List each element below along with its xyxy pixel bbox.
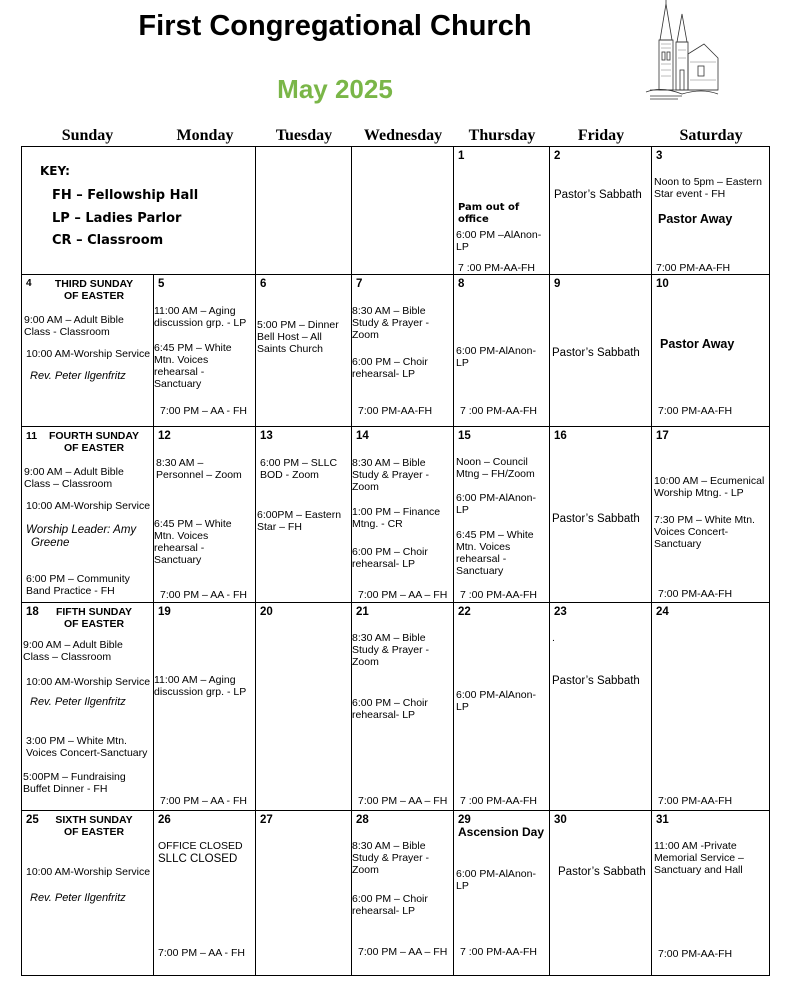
event: 7:00 PM – AA – FH: [358, 795, 448, 807]
day-cell: [22, 427, 154, 603]
day-cell: [352, 603, 454, 811]
event: 10:00 AM – Ecumenical Worship Mtng. - LP: [654, 475, 765, 499]
day-cell: [652, 427, 770, 603]
pastor: Rev. Peter Ilgenfritz: [30, 696, 126, 708]
dow-thursday: Thursday: [468, 127, 536, 144]
day-cell: [256, 811, 352, 975]
day-number: 13: [260, 430, 273, 442]
event: 7:00 PM-AA-FH: [658, 948, 733, 960]
day-cell: [154, 603, 256, 811]
event: 8:30 AM – Bible Study & Prayer - Zoom: [352, 457, 430, 493]
day-cell: [22, 603, 154, 811]
event: 7 :00 PM-AA-FH: [460, 795, 538, 807]
day-number: 29: [458, 814, 471, 826]
day-number: 23: [554, 606, 567, 618]
event: 6:00 PM –AlAnon- LP: [456, 229, 542, 253]
day-number: 6: [260, 278, 267, 290]
day-number: 11: [26, 430, 38, 442]
event: 7:00 PM-AA-FH: [658, 795, 733, 807]
day-number: 12: [158, 430, 171, 442]
key-cell: [22, 147, 256, 275]
event: 5:00PM – Fundraising Buffet Dinner - FH: [23, 771, 126, 795]
stray-mark: .: [552, 632, 555, 644]
key-item: FH – Fellowship Hall: [52, 188, 199, 203]
event: Pastor’s Sabbath: [552, 675, 640, 687]
day-number: 28: [356, 814, 369, 826]
day-cell: [454, 147, 550, 275]
event: 11:00 AM -Private Memorial Service – Sanctuary and Hall: [654, 840, 744, 876]
day-cell: [652, 603, 770, 811]
dow-tuesday: Tuesday: [275, 127, 333, 144]
day-cell: [454, 427, 550, 603]
event: 7 :00 PM-AA-FH: [458, 262, 536, 274]
event: 1:00 PM – Finance Mtng. - CR: [352, 506, 441, 530]
day-cell: [256, 603, 352, 811]
day-number: 8: [458, 278, 465, 290]
day-cell: [454, 603, 550, 811]
day-number: 15: [458, 430, 471, 442]
calendar-grid: [21, 146, 770, 976]
day-number: 4: [26, 278, 32, 289]
day-cell: [352, 275, 454, 427]
dow-sunday: Sunday: [61, 127, 114, 144]
day-cell: [352, 427, 454, 603]
event: 11:00 AM – Aging discussion grp. - LP: [154, 674, 247, 698]
day-cell-empty: [352, 147, 454, 275]
key-heading: KEY:: [40, 164, 70, 178]
day-cell: [652, 147, 770, 275]
event: 6:00 PM – Choir rehearsal- LP: [352, 546, 428, 570]
key-item: LP – Ladies Parlor: [52, 211, 182, 226]
event: 9:00 AM – Adult Bible Class – Classroom: [23, 639, 123, 663]
day-cell: [454, 275, 550, 427]
day-cell: [550, 275, 652, 427]
event: SLLC CLOSED: [158, 853, 238, 865]
event: 7:00 PM – AA - FH: [160, 795, 247, 807]
day-cell: [256, 275, 352, 427]
event: 7:00 PM-AA-FH: [358, 405, 433, 417]
day-number: 24: [656, 606, 669, 618]
event: 7 :00 PM-AA-FH: [460, 946, 538, 958]
day-cell: [550, 147, 652, 275]
day-cell: [454, 811, 550, 975]
day-cell-empty: [256, 147, 352, 275]
event: 7:00 PM – AA - FH: [160, 405, 247, 417]
sunday-heading: THIRD SUNDAY OF EASTER: [54, 278, 134, 302]
event: 6:00 PM-AlAnon- LP: [456, 492, 536, 516]
event: 10:00 AM-Worship Service: [26, 676, 151, 688]
event: 8:30 AM – Bible Study & Prayer - Zoom: [352, 632, 430, 668]
day-cell: [652, 275, 770, 427]
event: 11:00 AM – Aging discussion grp. - LP: [154, 305, 247, 329]
event: 6:00 PM – Community Band Practice - FH: [26, 573, 130, 597]
day-number: 5: [158, 278, 165, 290]
pastor: Rev. Peter Ilgenfritz: [30, 370, 126, 382]
day-number: 2: [554, 150, 561, 162]
day-cell: [22, 811, 154, 975]
event: 8:30 AM – Bible Study & Prayer - Zoom: [352, 305, 430, 341]
dow-friday: Friday: [577, 127, 625, 144]
event: 3:00 PM – White Mtn. Voices Concert-Sanctuary: [26, 735, 148, 759]
event: 10:00 AM-Worship Service: [26, 348, 151, 360]
event: Noon to 5pm – Eastern Star event - FH: [654, 176, 762, 200]
event: 8:30 AM – Bible Study & Prayer - Zoom: [352, 840, 430, 876]
event: Noon – Council Mtng – FH/Zoom: [456, 456, 535, 480]
event: 10:00 AM-Worship Service: [26, 500, 151, 512]
key-item: CR – Classroom: [52, 233, 164, 248]
event: 6:00 PM-AlAnon- LP: [456, 345, 536, 369]
event: 6:45 PM – White Mtn. Voices rehearsal - Sanctuary: [154, 518, 232, 566]
church-drawing-icon: [642, 0, 720, 102]
day-number: 3: [656, 150, 663, 162]
day-number: 27: [260, 814, 273, 826]
day-number: 10: [656, 278, 669, 290]
day-number: 17: [656, 430, 669, 442]
dow-wednesday: Wednesday: [363, 127, 443, 144]
event: 7:00 PM-AA-FH: [656, 262, 731, 274]
day-cell: [256, 427, 352, 603]
day-cell: [154, 427, 256, 603]
dow-saturday: Saturday: [679, 127, 743, 144]
event: 7:00 PM – AA - FH: [160, 589, 247, 601]
event: 8:30 AM – Personnel – Zoom: [156, 457, 242, 481]
event: 6:00 PM – SLLC BOD - Zoom: [260, 457, 338, 481]
event: 6:00 PM-AlAnon- LP: [456, 868, 536, 892]
event: 9:00 AM – Adult Bible Class – Classroom: [24, 466, 124, 490]
page-title: First Congregational Church: [138, 10, 532, 42]
day-number: 7: [356, 278, 363, 290]
day-cell: [652, 811, 770, 975]
day-number: 22: [458, 606, 471, 618]
event: 6:45 PM – White Mtn. Voices rehearsal - Sanctuary: [456, 529, 534, 577]
event: Pastor’s Sabbath: [552, 513, 640, 525]
event: 7:00 PM – AA - FH: [158, 947, 245, 959]
sunday-heading: SIXTH SUNDAY OF EASTER: [55, 814, 133, 838]
event: 7:00 PM – AA – FH: [358, 946, 448, 958]
event: Pastor’s Sabbath: [552, 347, 640, 359]
month-title: May 2025: [277, 74, 393, 104]
day-number: 30: [554, 814, 567, 826]
day-number: 26: [158, 814, 171, 826]
day-number: 20: [260, 606, 273, 618]
day-cell: [154, 275, 256, 427]
event: Ascension Day: [458, 825, 545, 839]
event: 6:00 PM – Choir rehearsal- LP: [352, 697, 428, 721]
event: Pastor Away: [660, 337, 735, 351]
day-number: 18: [26, 606, 39, 618]
day-number: 31: [656, 814, 669, 826]
day-number: 21: [356, 606, 369, 618]
event: 6:00 PM-AlAnon- LP: [456, 689, 536, 713]
event: 10:00 AM-Worship Service: [26, 866, 151, 878]
event: 7:00 PM-AA-FH: [658, 588, 733, 600]
day-cell: [352, 811, 454, 975]
sunday-heading: FOURTH SUNDAY OF EASTER: [48, 430, 140, 454]
day-number: 19: [158, 606, 171, 618]
worship-leader: Worship Leader: Amy Greene: [26, 524, 137, 549]
event: 7:00 PM – AA – FH: [358, 589, 448, 601]
event: 6:00 PM – Choir rehearsal- LP: [352, 893, 428, 917]
event: 6:00PM – Eastern Star – FH: [257, 509, 342, 533]
event: OFFICE CLOSED: [158, 840, 243, 852]
event: 7 :00 PM-AA-FH: [460, 405, 538, 417]
day-cell: [154, 811, 256, 975]
event: Pastor’s Sabbath: [554, 189, 642, 201]
event: 6:45 PM – White Mtn. Voices rehearsal - Sanctuary: [154, 342, 232, 390]
day-cell: [22, 275, 154, 427]
day-number: 16: [554, 430, 567, 442]
event: 9:00 AM – Adult Bible Class - Classroom: [24, 314, 124, 338]
event: 7 :00 PM-AA-FH: [460, 589, 538, 601]
day-number: 25: [26, 814, 39, 826]
day-number: 14: [356, 430, 369, 442]
event: 7:30 PM – White Mtn. Voices Concert- Sanctuary: [654, 514, 755, 550]
event: 6:00 PM – Choir rehearsal- LP: [352, 356, 428, 380]
day-cell: [550, 603, 652, 811]
event: Pastor’s Sabbath: [558, 866, 646, 878]
day-cell: [550, 811, 652, 975]
event: Pam out of office: [458, 202, 520, 225]
event: Pastor Away: [658, 212, 733, 226]
day-number: 9: [554, 278, 561, 290]
event: 5:00 PM – Dinner Bell Host – All Saints Church: [257, 319, 339, 355]
pastor: Rev. Peter Ilgenfritz: [30, 892, 126, 904]
dow-monday: Monday: [176, 127, 234, 144]
sunday-heading: FIFTH SUNDAY OF EASTER: [55, 606, 133, 630]
day-number: 1: [458, 150, 465, 162]
event: 7:00 PM-AA-FH: [658, 405, 733, 417]
day-cell: [550, 427, 652, 603]
